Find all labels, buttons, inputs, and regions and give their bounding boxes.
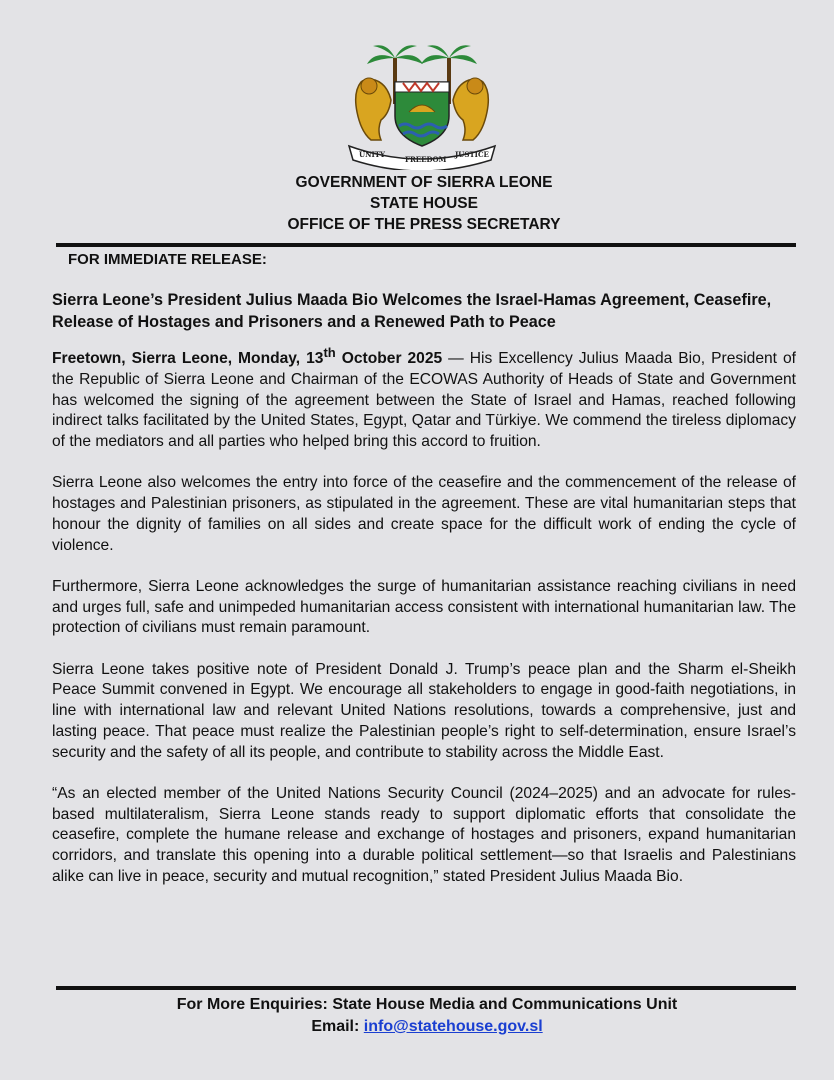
- motto-ribbon: [349, 146, 495, 170]
- top-divider: [56, 243, 796, 247]
- header-government: GOVERNMENT OF SIERRA LEONE: [295, 174, 553, 191]
- paragraph-4: Sierra Leone takes positive note of President Donald J. Trump’s peace plan and the Sharm el-Sheikh Peace Summit convened in Egypt. We encourage all stakeholders to engage in good-faith negotiations, in line with international law and relevant United Nations resolutions, towards a comprehensive, just and lasting peace. That peace must realize the Palestinian people’s right to self-determination, ensure Israel’s security and the safety of all its people, and contribute to stability across the Middle East.: [52, 660, 796, 761]
- coat-of-arms-icon: [343, 42, 501, 170]
- dateline: Freetown, Sierra Leone, Monday, 13th October 2025: [52, 345, 443, 368]
- motto-right: JUSTICE: [455, 150, 489, 159]
- headline: Sierra Leone’s President Julius Maada Bio Welcomes the Israel-Hamas Agreement, Ceasefire, Release of Hostages and Prisoners and a Renewed Path to Peace: [52, 291, 772, 331]
- bottom-divider: [56, 986, 796, 990]
- paragraph-1: Freetown, Sierra Leone, Monday, 13th October 2025 — His Excellency Julius Maada Bio, President of the Republic of Sierra Leone and Chairman of the ECOWAS Authority of Heads of State and Government has welcomed the signing of the agreement between the State of Israel and Hamas, reached following indirect talks facilitated by the United States, Egypt, Qatar and Türkiye. We commend the tireless diplomacy of the mediators and all parties who helped bring this accord to fruition.: [52, 345, 796, 450]
- header-press-office: OFFICE OF THE PRESS SECRETARY: [287, 216, 561, 233]
- paragraph-3: Furthermore, Sierra Leone acknowledges the surge of humanitarian assistance reaching civilians in need and urges full, safe and unimpeded humanitarian access consistent with international humanitarian law. The protection of civilians must remain paramount.: [52, 577, 796, 637]
- footer: [0, 994, 834, 1038]
- lion-right-icon: [453, 78, 488, 140]
- paragraph-5: “As an elected member of the United Nations Security Council (2024–2025) and an advocate for rules-based multilateralism, Sierra Leone stands ready to support diplomatic efforts that consolidate the ceasefire, complete the humane release and exchange of hostages and prisoners, expand humanitarian corridors, and translate this opening into a durable political settlement—so that Israelis and Palestinians alike can live in peace, security and mutual recognition,” stated President Julius Maada Bio.: [52, 784, 796, 885]
- release-label: FOR IMMEDIATE RELEASE:: [68, 251, 267, 268]
- paragraph-2: Sierra Leone also welcomes the entry into force of the ceasefire and the commencement of the release of hostages and Palestinian prisoners, as stipulated in the agreement. These are vital humanitarian steps that honour the dignity of families on all sides and create space for the difficult work of ending the cycle of violence.: [52, 474, 796, 554]
- motto-center: FREEDOM: [405, 155, 447, 164]
- enquiries-line: For More Enquiries: State House Media and Communications Unit: [176, 996, 678, 1013]
- email-line: Email: info@statehouse.gov.sl: [311, 1018, 543, 1035]
- issuer-header: [0, 172, 834, 235]
- header-state-house: STATE HOUSE: [370, 195, 478, 212]
- email-link[interactable]: info@statehouse.gov.sl: [363, 1018, 543, 1035]
- press-release-body: [52, 343, 796, 908]
- motto-left: UNITY: [359, 150, 385, 159]
- lion-left-icon: [356, 78, 391, 140]
- shield-icon: [395, 82, 449, 146]
